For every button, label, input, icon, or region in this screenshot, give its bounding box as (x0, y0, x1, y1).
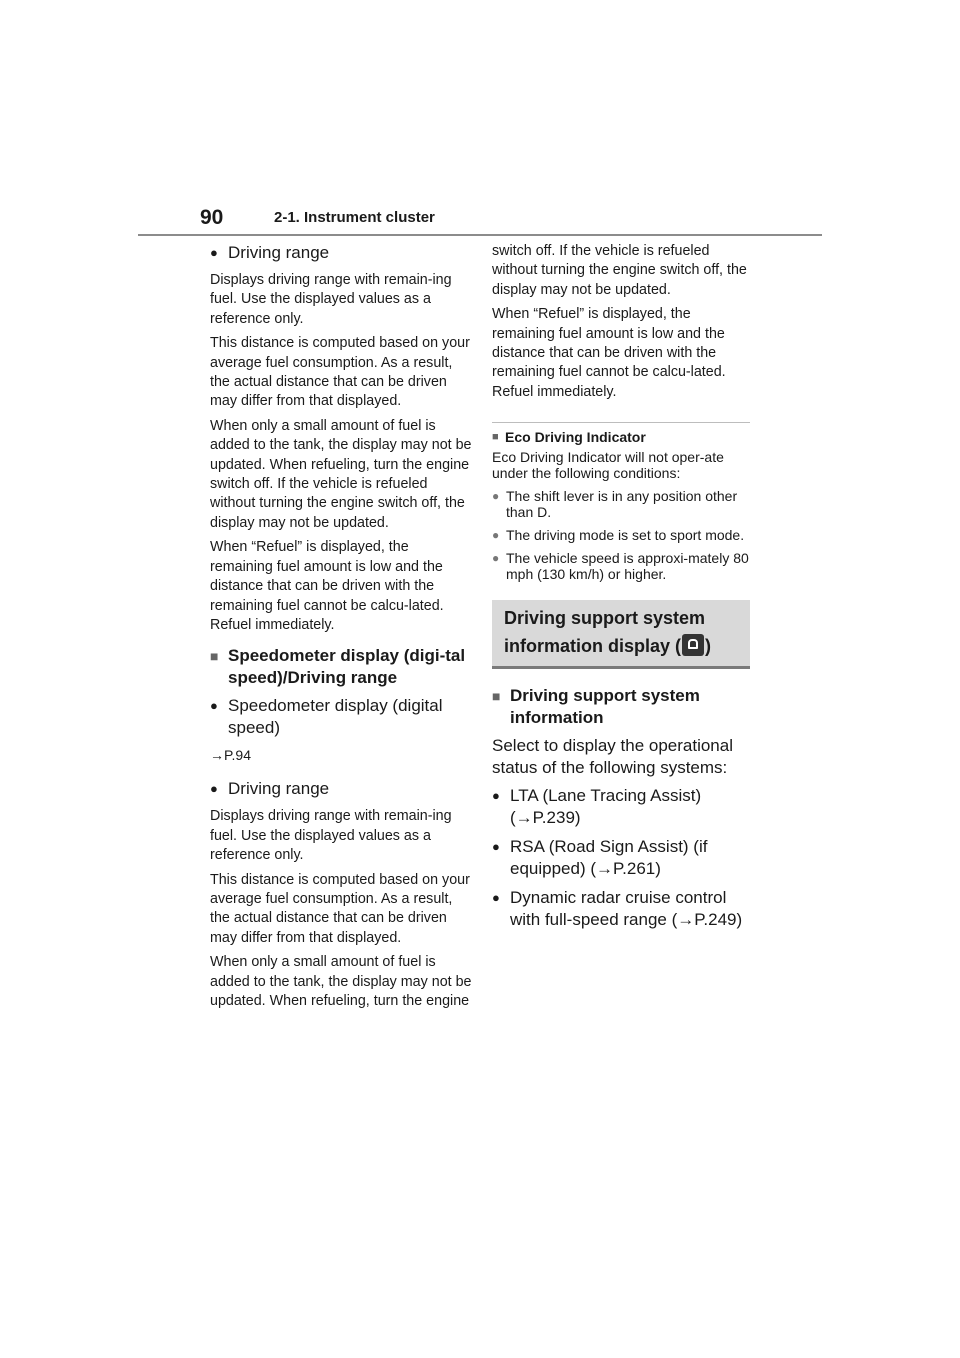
paragraph: Displays driving range with remain-ing fuel. Use the displayed values as a reference only. (210, 272, 452, 327)
list-item: ● Dynamic radar cruise control with full-speed range (→P.249) (492, 887, 750, 931)
section-title-box (492, 600, 750, 669)
speedometer-heading: ■ Speedometer display (digi-tal speed)/Driving range (210, 645, 472, 689)
list-item: ● RSA (Road Sign Assist) (if equipped) (→P.261) (492, 836, 750, 880)
page-number: 90 (200, 206, 224, 229)
list-item: ● The driving mode is set to sport mode. (492, 527, 750, 543)
eco-driving-title: ■ Eco Driving Indicator (492, 428, 750, 446)
speedometer-title: ● Speedometer display (digital speed) (210, 695, 472, 739)
paragraph: When “Refuel” is displayed, the remaining fuel amount is low and the distance that can be driven with the remaining fuel cannot be calcu-lated. Refuel immediately. (210, 539, 444, 633)
driving-range-title: ● Driving range (210, 778, 472, 800)
paragraph: switch off. If the vehicle is refueled without turning the engine switch off, the display may not be updated. (492, 243, 747, 298)
box-title-line: Driving support system (504, 608, 706, 629)
paragraph: When “Refuel” is displayed, the remaining fuel amount is low and the distance that can be driven with the remaining fuel cannot be calcu-lated. Refuel immediately. (492, 306, 726, 400)
paragraph: This distance is computed based on your average fuel consumption. As a result, the actual distance that can be driven may differ from that displayed. (210, 335, 470, 410)
list-item: ● LTA (Lane Tracing Assist) (→P.239) (492, 785, 750, 829)
section-title: 2-1. Instrument cluster (274, 209, 435, 226)
page-reference-link[interactable]: →P.94 (210, 747, 251, 764)
box-title-end: ) (705, 636, 712, 657)
right-column (492, 242, 750, 938)
box-title-text: information display ( (504, 636, 682, 657)
paragraph: Displays driving range with remain-ing fuel. Use the displayed values as a reference only. (210, 808, 452, 864)
box-title-line-2 (504, 632, 740, 660)
paragraph: When only a small amount of fuel is added to the tank, the display may not be updated. When refueling, turn the engine (210, 954, 472, 1009)
page-header (138, 204, 822, 236)
eco-intro: Eco Driving Indicator will not oper-ate under the following conditions: (492, 449, 724, 482)
list-item: ● The shift lever is in any position other than D. (492, 488, 750, 520)
paragraph: When only a small amount of fuel is added to the tank, the display may not be updated. When refueling, turn the engine switch off. If the vehicle is refueled without turning the engine switch off, the display may not be updated. (210, 417, 472, 531)
driving-support-car-icon (682, 634, 704, 656)
paragraph: This distance is computed based on your average fuel consumption. As a result, the actual distance that can be driven may differ from that displayed. (210, 871, 470, 946)
divider (492, 422, 750, 423)
support-intro: Select to display the operational status of the following systems: (492, 736, 733, 778)
support-heading: ■ Driving support system information (492, 685, 750, 729)
left-column (210, 242, 472, 1016)
list-item: ● The vehicle speed is approxi-mately 80 mph (130 km/h) or higher. (492, 550, 750, 582)
driving-range-title: ● Driving range (210, 242, 472, 264)
